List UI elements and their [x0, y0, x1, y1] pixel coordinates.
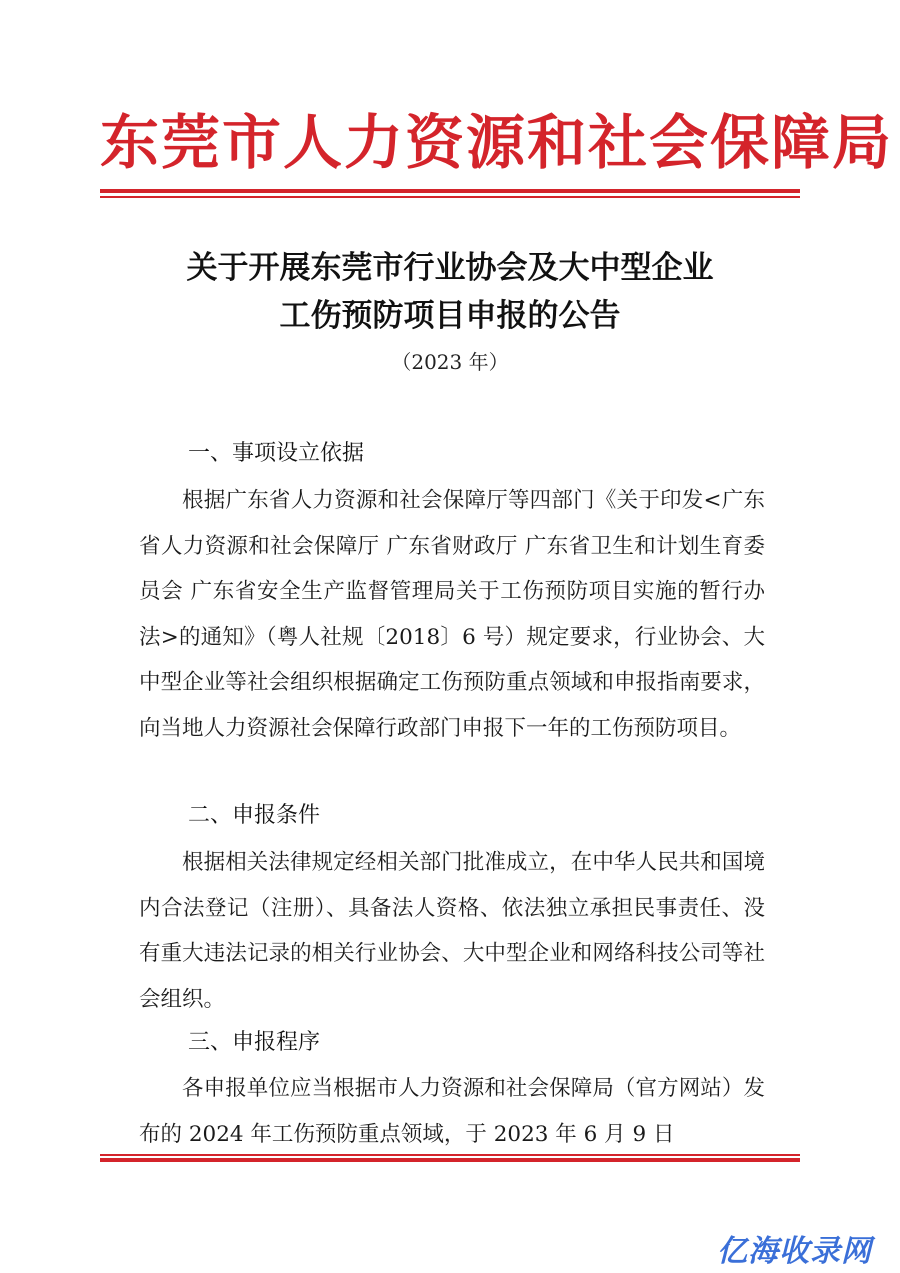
watermark-logo: 亿海收录网	[717, 1234, 872, 1269]
notice-title-line2: 工伤预防项目申报的公告	[279, 298, 621, 334]
section-heading-procedure: 三、申报程序	[188, 1030, 321, 1055]
masthead-rule-thick	[100, 189, 800, 193]
section-body-conditions: 根据相关法律规定经相关部门批准成立，在中华人民共和国境内合法登记（注册）、具备法人资格、依法独立承担民事责任、没有重大违法记录的相关行业协会、大中型企业和网络科技公司等社会组织。	[139, 850, 765, 1012]
footer-rule-thick	[100, 1158, 800, 1162]
footer-rule-thin	[100, 1154, 800, 1156]
section-heading-conditions: 二、申报条件	[188, 803, 321, 828]
masthead-title: 东莞市人力资源和社会保障局	[100, 108, 894, 177]
section-body-procedure: 各申报单位应当根据市人力资源和社会保障局（官方网站）发布的 2024 年工伤预防重点领域，于 2023 年 6 月 9 日	[139, 1076, 765, 1147]
notice-year: （2023 年）	[391, 350, 509, 374]
section-heading-basis: 一、事项设立依据	[188, 441, 365, 466]
notice-title-line1: 关于开展东莞市行业协会及大中型企业	[186, 250, 714, 286]
section-body-basis: 根据广东省人力资源和社会保障厅等四部门《关于印发<广东省人力资源和社会保障厅 广东省财政厅 广东省卫生和计划生育委员会 广东省安全生产监督管理局关于工伤预防项目实施的暂行办法>的通知》（粤人社规〔2018〕6 号）规定要求，行业协会、大中型企业等社会组织根据确定工伤预防重点领域和申报指南要求，向当地人力资源社会保障行政部门申报下一年的工伤预防项目。	[139, 488, 765, 741]
masthead-rule-thin	[100, 196, 800, 198]
